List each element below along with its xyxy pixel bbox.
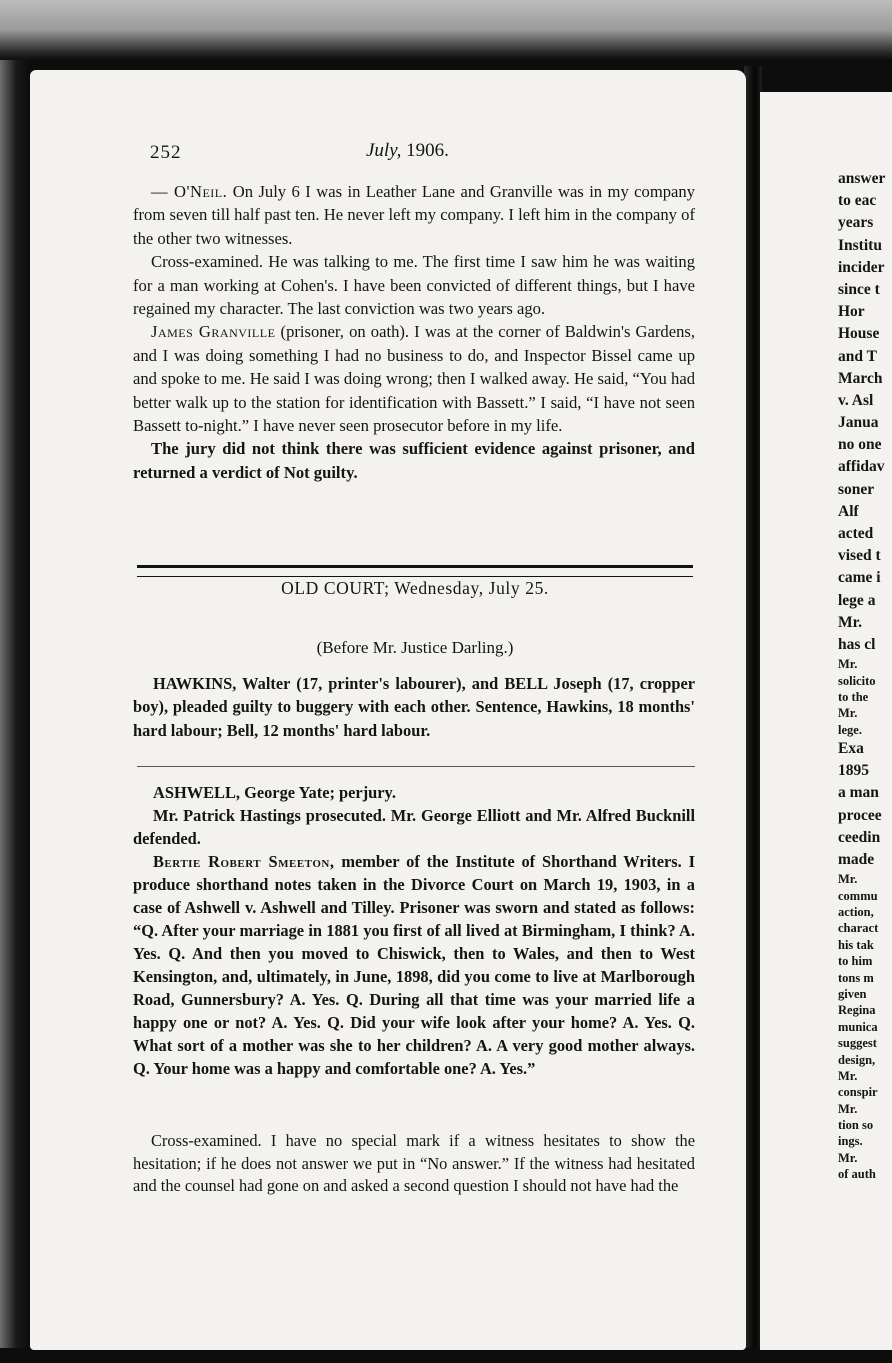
right-small-fragment: design, <box>838 1052 876 1067</box>
right-small-fragment: to him <box>838 954 873 969</box>
right-fragment: Institu <box>838 236 882 254</box>
right-fragment: no one <box>838 436 882 454</box>
judge-line: (Before Mr. Justice Darling.) <box>316 638 514 657</box>
right-fragment: Janua <box>838 414 879 432</box>
right-fragment: Hor <box>838 303 865 321</box>
right-small-fragment: charact <box>838 921 879 936</box>
right-small-fragment: Mr. <box>838 1150 858 1165</box>
right-fragment: to eac <box>838 192 877 210</box>
right-fragment: v. Asl <box>838 391 874 409</box>
right-small-fragment: his tak <box>838 937 874 952</box>
right-page-fragments <box>838 168 892 1183</box>
right-small-fragment: action, <box>838 904 874 919</box>
page-header <box>118 136 698 166</box>
right-fragment: procee <box>838 806 882 824</box>
right-fragment: Mr. <box>838 613 862 631</box>
granville-text: (prisoner, on oath). I was at the corner of Baldwin's Gardens, and I was doing something I had no business to do, and Inspector Bissel came up and spoke to me. He said I was doing wrong; then I walked away. He said, “You had better walk up to the station for identification with Bassett.” I said, “I have not seen Bassett to-night.” I have never seen prosecutor before in my life. <box>133 322 695 436</box>
right-fragment: has cl <box>838 635 876 653</box>
right-small-fragment: conspir <box>838 1085 878 1100</box>
right-small-fragment: Mr. <box>838 1101 858 1116</box>
right-small-fragment: tons m <box>838 970 874 985</box>
case-divider-rule <box>137 766 695 767</box>
ashwell-block <box>133 781 695 1080</box>
right-fragment: since t <box>838 280 880 298</box>
running-head-month: July, <box>366 140 402 161</box>
scan-top-background <box>0 0 892 60</box>
ashwell-counsel: Mr. Patrick Hastings prosecuted. Mr. George Elliott and Mr. Alfred Bucknill defended. <box>133 806 695 848</box>
right-small-fragment: munica <box>838 1019 878 1034</box>
right-small-fragment: suggest <box>838 1036 877 1051</box>
hawkins-bell-block <box>133 672 695 742</box>
smeeton-text: member of the Institute of Shorthand Writers. I produce shorthand notes taken in the Divorce Court on March 19, 1903, in a case of Ashwell v. Ashwell and Tilley. Prisoner was sworn and stated as follows: “Q. After your marriage in 1881 you first of all lived at Birmingham, I think? A. Yes. Q. And then you moved to Chiswick, then to Wales, and then to West Kensington, and, ultimately, in June, 1898, did you come to live at Marlborough Road, Gunnersbury? A. Yes. Q. During all that time was your married life a happy one or not? A. Yes. Q. Did your wife look after your home? A. Yes. Q. What sort of a mother was she to her children? A. A very good mother always. Q. Your home was a happy and comfortable one? A. Yes.” <box>133 852 695 1078</box>
oneil-text: On July 6 I was in Leather Lane and Granville was in my company from seven till half past ten. He never left my company. I left him in the company of the other two witnesses. <box>133 182 695 248</box>
right-fragment: Alf <box>838 502 859 520</box>
right-small-fragment: Mr. <box>838 657 858 672</box>
court-heading: OLD COURT; Wednesday, July 25. <box>281 578 549 598</box>
scan-bottom-edge <box>0 1348 892 1363</box>
smeeton-cross-block <box>133 1130 695 1198</box>
granville-trial-block <box>133 180 695 484</box>
right-fragment: soner <box>838 480 875 498</box>
right-fragment: affidav <box>838 458 885 476</box>
right-fragment: acted <box>838 525 874 542</box>
right-fragment: came i <box>838 569 881 587</box>
scan-left-edge <box>0 60 28 1363</box>
right-fragment: 1895 <box>838 762 869 780</box>
oneil-cross-examination: Cross-examined. He was talking to me. The first time I saw him he was waiting for a man working at Cohen's. I have been convicted of different things, but I have regained my character. The last conviction was two years ago. <box>133 252 695 319</box>
ashwell-title: ASHWELL, George Yate; perjury. <box>153 783 396 802</box>
right-fragment: answer <box>838 170 886 187</box>
right-fragment: years <box>838 214 874 232</box>
oneil-testimony <box>133 180 695 250</box>
running-head-year: 1906. <box>406 140 449 161</box>
right-small-fragment: commu <box>838 888 878 903</box>
verdict-paragraph: The jury did not think there was sufficient evidence against prisoner, and returned a verdict of Not guilty. <box>133 439 695 482</box>
smeeton-name: Bertie Robert Smeeton, <box>153 852 335 871</box>
right-small-fragment: of auth <box>838 1167 876 1182</box>
right-small-fragment: Mr. <box>838 706 858 721</box>
smeeton-testimony <box>133 850 695 1080</box>
right-small-fragment: tion so <box>838 1118 874 1133</box>
granville-testimony <box>133 320 695 437</box>
right-small-fragment: Regina <box>838 1003 876 1018</box>
section-double-rule <box>137 565 693 577</box>
page-number: 252 <box>150 142 182 163</box>
right-fragment: incider <box>838 258 885 276</box>
right-small-fragment: to the <box>838 689 869 704</box>
right-small-fragment: Mr. <box>838 872 858 887</box>
right-fragment: and T <box>838 347 877 365</box>
running-head <box>366 140 449 162</box>
smeeton-cross-examination: Cross-examined. I have no special mark if a witness hesitates to show the hesitation; if he does not answer we put in “No answer.” If the witness had hesitated and the counsel had gone on and asked a second question I should not have had the <box>133 1131 695 1196</box>
right-small-fragment: Mr. <box>838 1068 858 1083</box>
right-fragment: a man <box>838 784 879 802</box>
right-fragment: ceedin <box>838 828 881 846</box>
right-small-fragment: lege. <box>838 722 862 737</box>
right-fragment: lege a <box>838 591 876 609</box>
right-fragment: House <box>838 325 880 343</box>
hawkins-bell-paragraph: HAWKINS, Walter (17, printer's labourer), and BELL Joseph (17, cropper boy), pleaded guilty to buggery with each other. Sentence, Hawkins, 18 months' hard labour; Bell, 12 months' hard labour. <box>133 674 695 740</box>
right-small-fragment: given <box>838 986 867 1001</box>
right-small-fragment: ings. <box>838 1134 863 1149</box>
right-fragment: March <box>838 369 883 387</box>
right-fragment: vised t <box>838 547 881 565</box>
right-fragment: made <box>838 851 875 869</box>
granville-speaker: James Granville <box>151 322 276 342</box>
oneil-speaker: — O'Neil. <box>151 182 228 201</box>
right-fragment: Exa <box>838 740 864 758</box>
right-small-fragment: solicito <box>838 673 876 688</box>
